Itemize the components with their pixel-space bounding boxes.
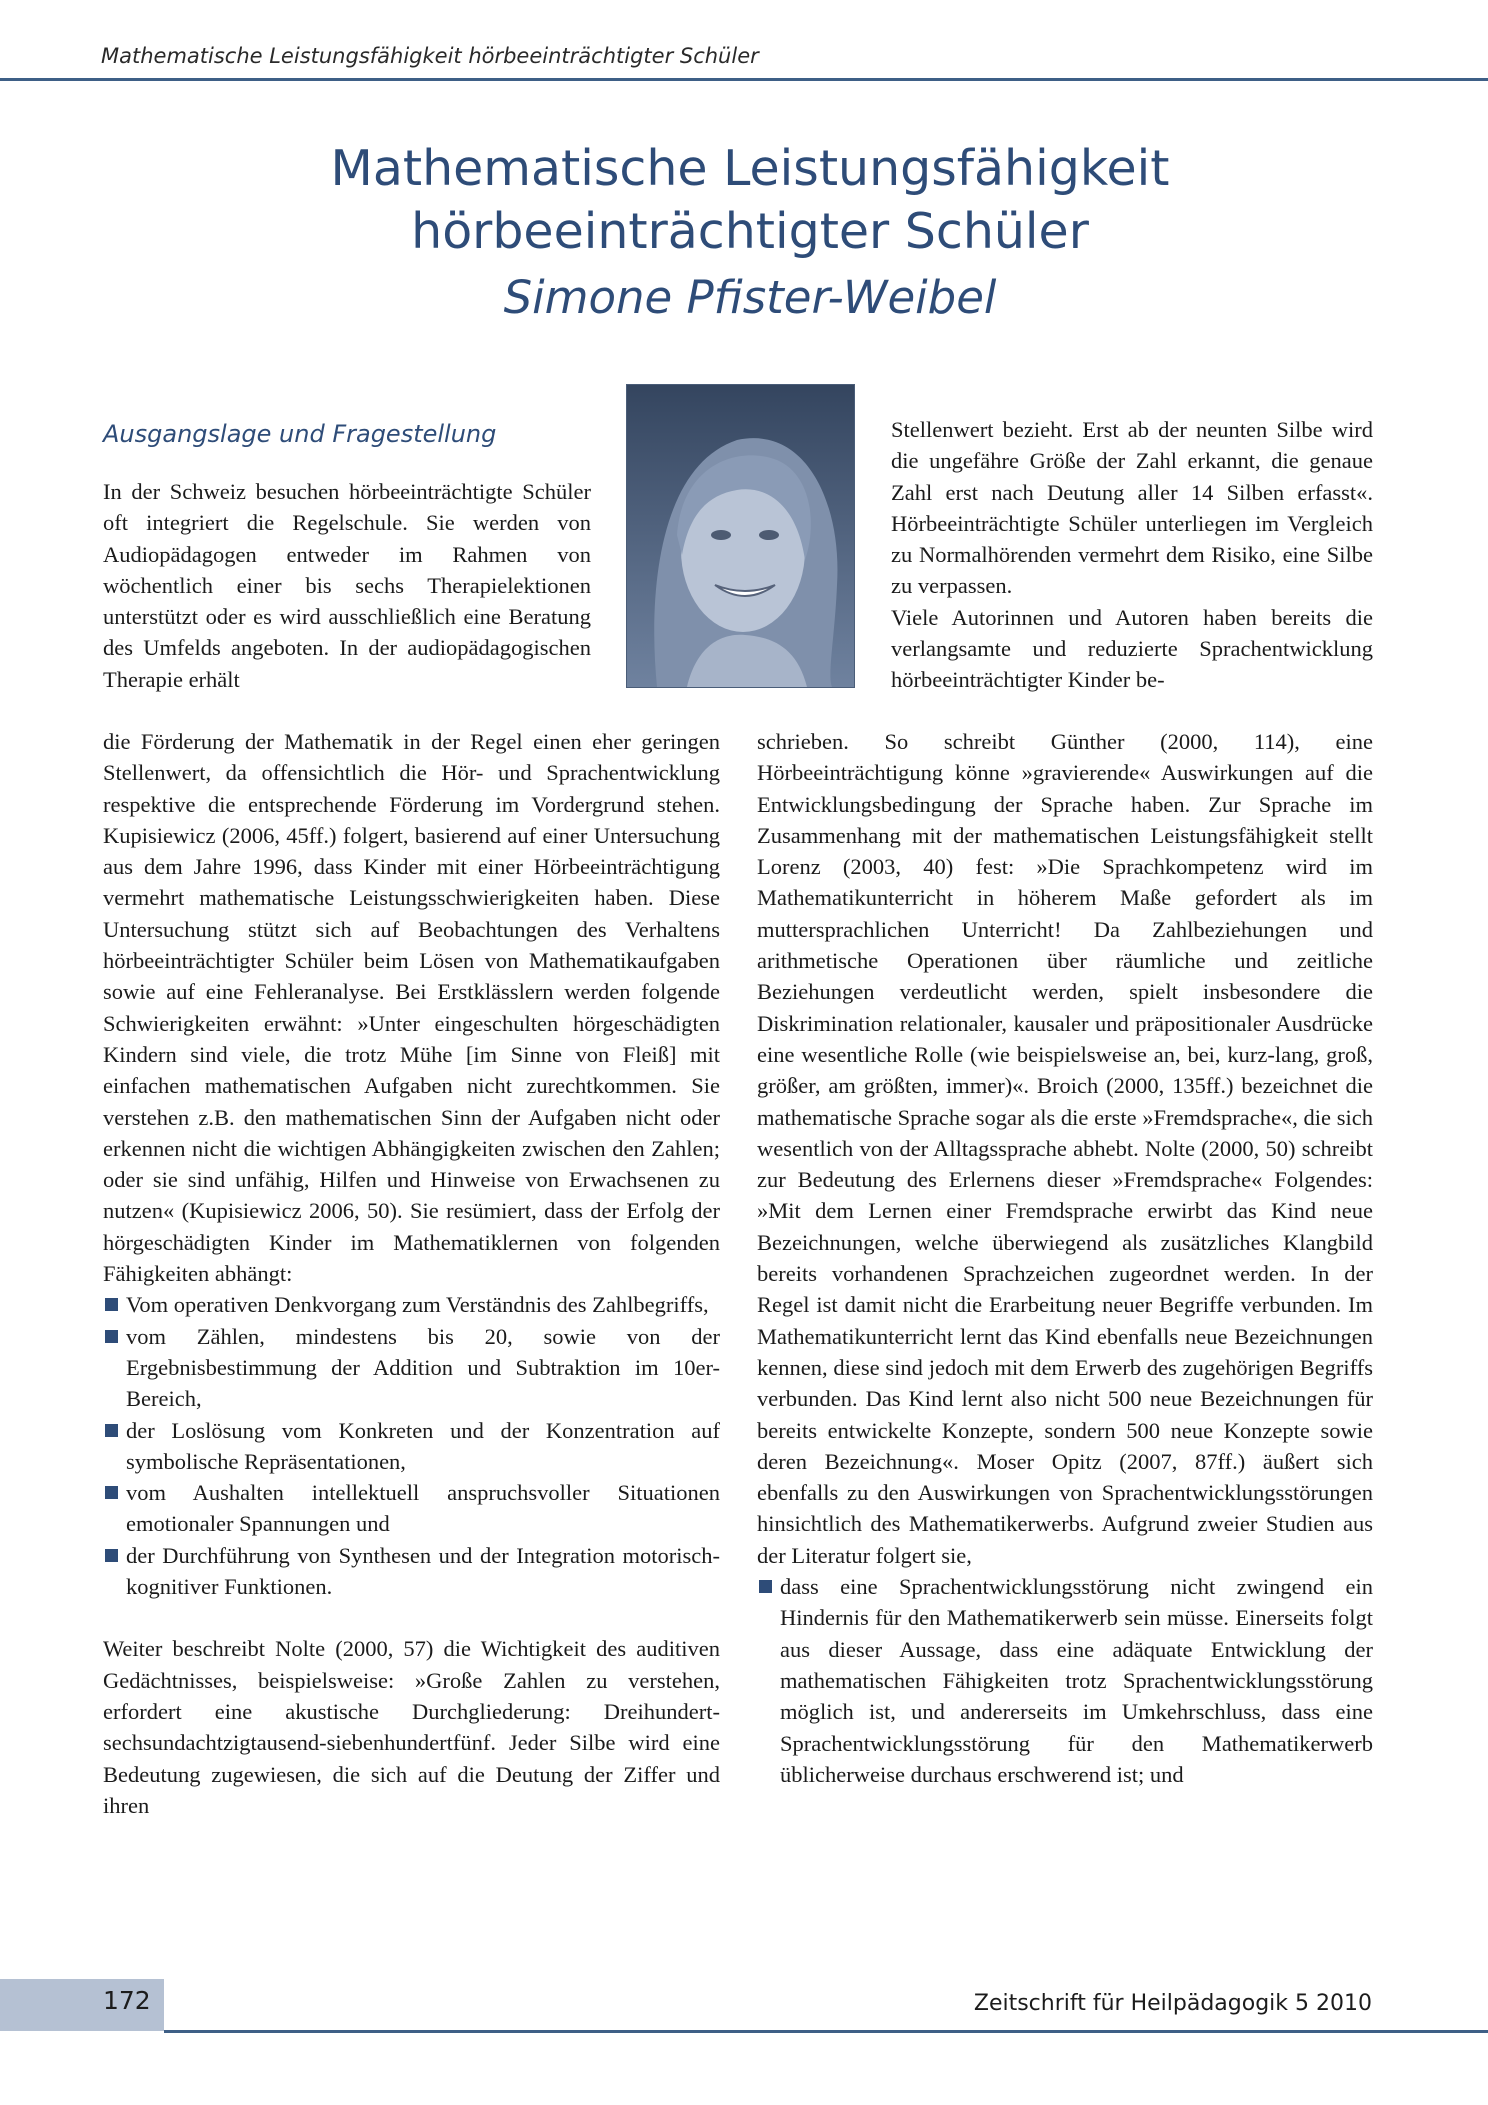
right-bullet-list: [757, 1571, 1373, 1790]
paragraph-spacer: [103, 1602, 720, 1633]
left-column-main: [103, 726, 720, 1821]
right-paragraph-3: schrieben. So schreibt Günther (2000, 114), eine Hörbeeinträchtigung könne »gravierende« Auswirkungen auf die Entwicklungsbedingung der Sprache haben. Zur Sprache im Zusammenhang mit der mathematischen Leistungsfähigkeit stellt Lorenz (2003, 40) fest: »Die Sprachkompetenz wird im Mathematikunterricht in höherem Maße gefordert als im muttersprachlichen Unterricht! Da Zahlbeziehungen und arithmetische Operationen über räumliche und zeitliche Beziehungen verdeutlicht werden, spielt insbesondere die Diskrimination relationaler, kausaler und präpositionaler Ausdrücke eine wesentliche Rolle (wie beispielsweise an, bei, kurz-lang, groß, größer, am größten, immer)«. Broich (2000, 135ff.) bezeichnet die mathematische Sprache sogar als die erste »Fremdsprache«, die sich wesentlich von der Alltagssprache abhebt. Nolte (2000, 50) schreibt zur Bedeutung des Erlernens dieser »Fremdsprache« Folgendes: »Mit dem Lernen einer Fremdsprache erwirbt das Kind neue Bezeichnungen, welche überwiegend als zusätzliches Klangbild bereits vorhandenen Sprachzeichen zugeordnet werden. In der Regel ist damit nicht die Erarbeitung neuer Begriffe verbunden. Im Mathematikunterricht lernt das Kind ebenfalls neue Bezeichnungen kennen, diese sind jedoch mit dem Erwerb des zugehörigen Begriffs verbunden. Das Kind lernt also nicht 500 neue Bezeichnungen für bereits entwickelte Konzepte, sondern 500 neue Konzepte sowie deren Bezeichnung«. Moser Opitz (2007, 87ff.) äußert sich ebenfalls zu den Auswirkungen von Sprachentwicklungsstörungen hinsichtlich des Mathematikerwerbs. Aufgrund zweier Studien aus der Literatur folgert sie,: [757, 729, 1373, 1568]
article-title-line-1: Mathematische Leistungsfähigkeit: [330, 140, 1170, 197]
right-paragraph-2: Viele Autorinnen und Autoren haben bereits die verlangsamte und reduzierte Sprachentwicklung hörbeeinträchtigter Kinder be-: [891, 604, 1373, 693]
journal-footer: Zeitschrift für Heilpädagogik 5 2010: [973, 1991, 1372, 2016]
page-number: 172: [103, 1986, 151, 2015]
bottom-rule: [164, 2030, 1488, 2033]
article-title-line-2: hörbeeinträchtigter Schüler: [411, 203, 1089, 260]
right-column-main: [757, 726, 1373, 1790]
list-item: vom Zählen, mindestens bis 20, sowie von der Ergebnisbestimmung der Addition und Subtraktion im 10er-Bereich,: [103, 1321, 720, 1415]
top-rule: [0, 78, 1488, 81]
running-head: Mathematische Leistungsfähigkeit hörbeeinträchtigter Schüler: [101, 44, 759, 68]
left-column-intro: [103, 476, 591, 695]
author-name: Simone Pfister-Weibel: [503, 271, 997, 324]
list-item: der Loslösung vom Konkreten und der Konzentration auf symbolische Repräsentationen,: [103, 1415, 720, 1478]
intro-paragraph: In der Schweiz besuchen hörbeeinträchtigte Schüler oft integriert die Regelschule. Sie werden von Audiopädagogen entweder im Rahmen von wöchentlich einer bis sechs Therapielektionen unterstützt oder es wird ausschließlich eine Beratung des Umfelds angeboten. In der audiopädagogischen Therapie erhält: [103, 479, 591, 692]
left-paragraph: die Förderung der Mathematik in der Regel einen eher geringen Stellenwert, da offensichtlich die Hör- und Sprachentwicklung respektive die entsprechende Förderung im Vordergrund stehen. Kupisiewicz (2006, 45ff.) folgert, basierend auf einer Untersuchung aus dem Jahre 1996, dass Kinder mit einer Hörbeeinträchtigung vermehrt mathematische Leistungsschwierigkeiten haben. Diese Untersuchung stützt sich auf Beobachtungen des Verhaltens hörbeeinträchtigter Schüler beim Lösen von Mathematikaufgaben sowie auf eine Fehleranalyse. Bei Erstklässlern werden folgende Schwierigkeiten erwähnt: »Unter eingeschulten hörgeschädigten Kindern sind viele, die trotz Mühe [im Sinne von Fleiß] mit einfachen mathematischen Aufgaben nicht zurechtkommen. Sie verstehen z.B. den mathematischen Sinn der Aufgaben nicht oder erkennen nicht die wichtigen Abhängigkeiten zwischen den Zahlen; oder sie sind unfähig, Hilfen und Hinweise von Erwachsenen zu nutzen« (Kupisiewicz 2006, 50). Sie resümiert, dass der Erfolg der hörgeschädigten Kinder im Mathematiklernen von folgenden Fähigkeiten abhängt:: [103, 729, 720, 1287]
list-item: dass eine Sprachentwicklungsstörung nicht zwingend ein Hindernis für den Mathematikerwerb sein müsse. Einerseits folgt aus dieser Aussage, dass eine adäquate Entwicklung der mathematischen Fähigkeiten trotz Sprachentwicklungsstörung möglich ist, und andererseits im Umkehrschluss, dass eine Sprachentwicklungsstörung für den Mathematikerwerb üblicherweise durchaus erschwerend ist; und: [757, 1571, 1373, 1790]
left-bullet-list: [103, 1289, 720, 1602]
list-item: Vom operativen Denkvorgang zum Verständnis des Zahlbegriffs,: [103, 1289, 720, 1320]
author-portrait: [626, 384, 855, 688]
list-item: der Durchführung von Synthesen und der Integration motorisch-kognitiver Funktionen.: [103, 1540, 720, 1603]
title-block: [100, 137, 1400, 331]
right-column-intro: [891, 414, 1373, 696]
left-closing-paragraph: Weiter beschreibt Nolte (2000, 57) die Wichtigkeit des auditiven Gedächtnisses, beispielsweise: »Große Zahlen zu verstehen, erfordert eine akustische Durchgliederung: Dreihundert-sechsundachtzigtausend-siebenhundertfünf. Jeder Silbe wird eine Bedeutung zugewiesen, die sich auf die Deutung der Ziffer und ihren: [103, 1636, 720, 1818]
section-heading: Ausgangslage und Fragestellung: [103, 420, 497, 448]
list-item: vom Aushalten intellektuell anspruchsvoller Situationen emotionaler Spannungen und: [103, 1477, 720, 1540]
right-paragraph-1: Stellenwert bezieht. Erst ab der neunten Silbe wird die ungefähre Größe der Zahl erkannt, die genaue Zahl erst nach Deutung aller 14 Silben erfasst«. Hörbeeinträchtigte Schüler unterliegen im Vergleich zu Normalhörenden vermehrt dem Risiko, eine Silbe zu verpassen.: [891, 417, 1373, 599]
